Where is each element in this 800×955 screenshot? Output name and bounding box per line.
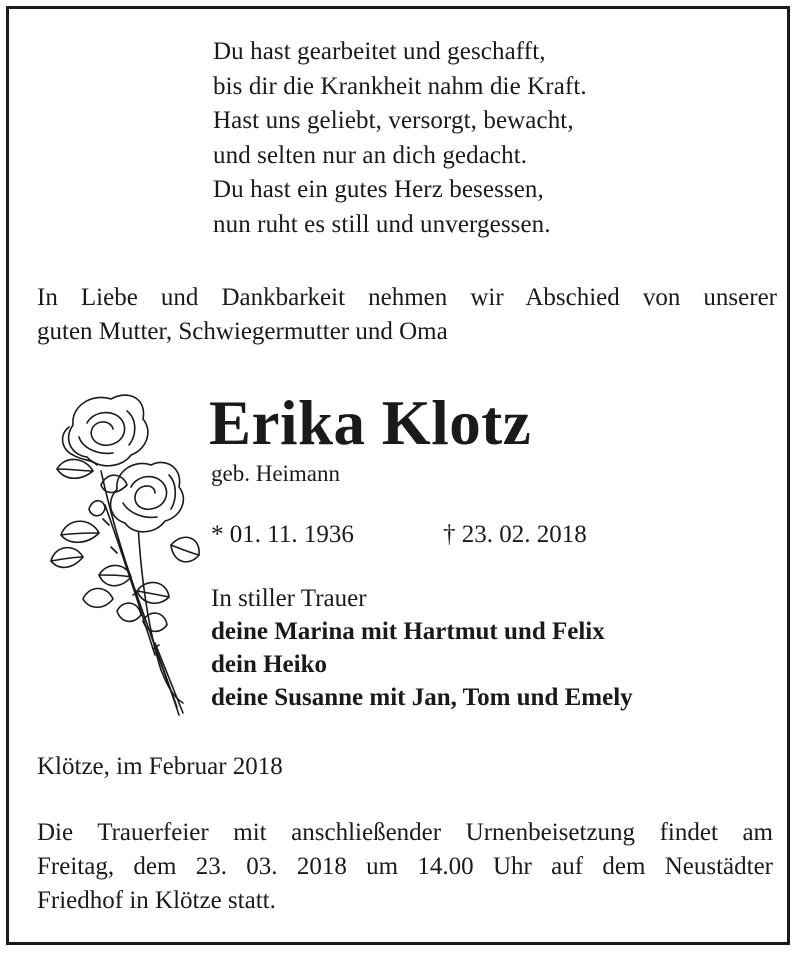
intro-line: In Liebe und Dankbarkeit nehmen wir Abschied von unserer xyxy=(37,284,777,311)
mourner-line: dein Heiko xyxy=(211,651,327,678)
poem xyxy=(213,35,587,243)
poem-line: bis dir die Krankheit nahm die Kraft. xyxy=(213,72,587,100)
place-and-date: Klötze, im Februar 2018 xyxy=(37,753,283,780)
poem-line: nun ruht es still und unvergessen. xyxy=(213,210,551,238)
maiden-name: geb. Heimann xyxy=(211,461,341,486)
deceased-name: Erika Klotz xyxy=(209,388,532,458)
intro-line: guten Mutter, Schwiegermutter und Oma xyxy=(37,318,448,345)
poem-line: und selten nur an dich gedacht. xyxy=(213,141,528,169)
service-line: Freitag, dem 23. 03. 2018 um 14.00 Uhr auf dem Neustädter xyxy=(37,853,773,880)
funeral-service-info xyxy=(37,816,773,918)
farewell-intro xyxy=(37,281,777,349)
mourners-heading: In stiller Trauer xyxy=(211,585,367,612)
birth-date: * 01. 11. 1936 xyxy=(211,521,354,548)
poem-line: Du hast ein gutes Herz besessen, xyxy=(213,176,544,204)
death-date: † 23. 02. 2018 xyxy=(443,521,587,548)
mourner-line: deine Marina mit Hartmut und Felix xyxy=(211,618,605,645)
service-line: Die Trauerfeier mit anschließender Urnenbeisetzung findet am xyxy=(37,819,773,846)
mourners xyxy=(211,582,633,714)
service-line: Friedhof in Klötze statt. xyxy=(37,887,276,914)
mourner-line: deine Susanne mit Jan, Tom und Emely xyxy=(211,684,633,711)
poem-line: Hast uns geliebt, versorgt, bewacht, xyxy=(213,107,574,135)
poem-line: Du hast gearbeitet und geschafft, xyxy=(213,38,546,65)
obituary-notice xyxy=(6,6,790,945)
roses-icon xyxy=(43,385,203,727)
